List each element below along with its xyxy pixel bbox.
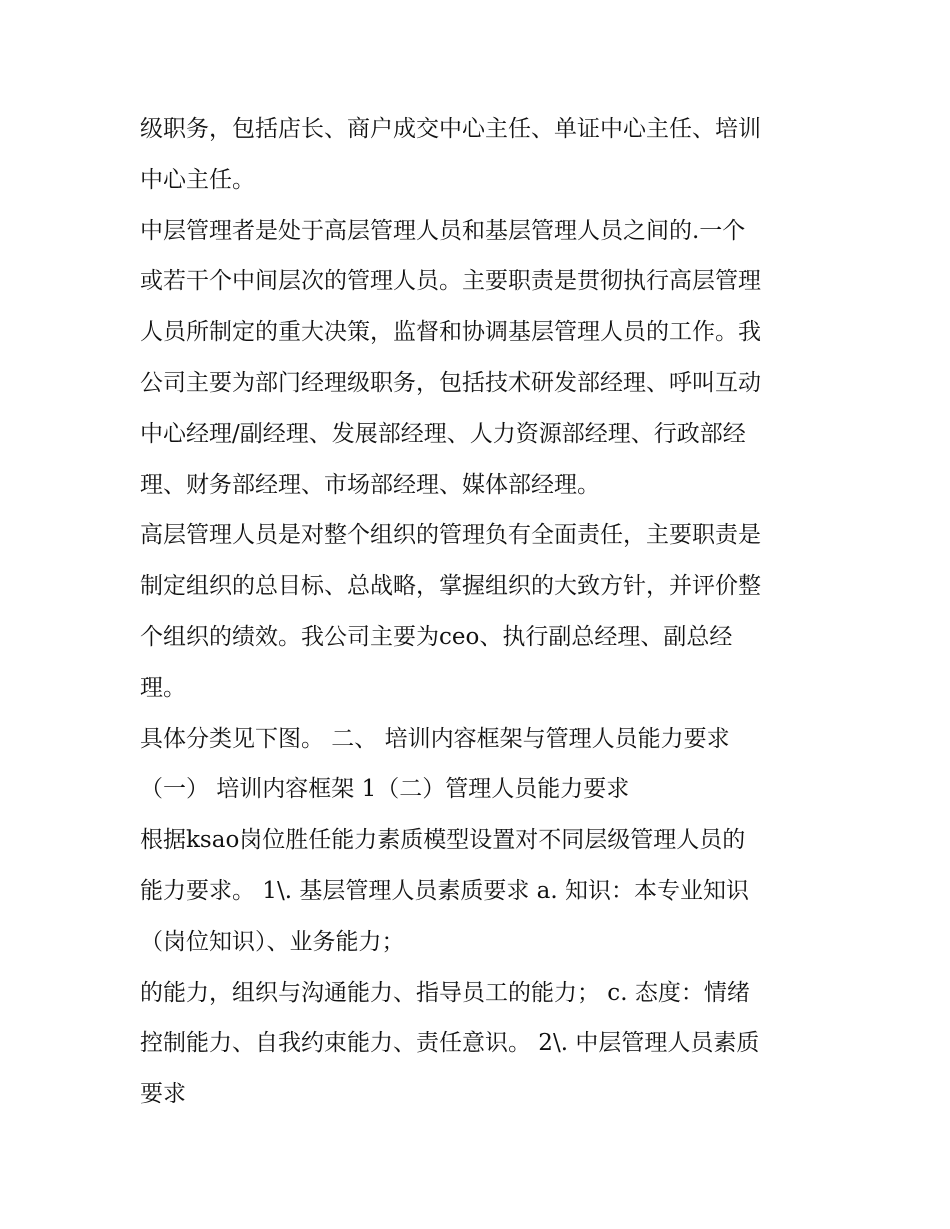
text-line-17: （岗位知识）、业务能力；	[140, 928, 405, 955]
document-body	[140, 104, 830, 1120]
text-line-5: 人员所制定的重大决策，监督和协调基层管理人员的工作。我	[140, 319, 761, 346]
text-line-3: 中层管理者是处于高层管理人员和基层管理人员之间的.一个	[140, 217, 746, 244]
text-line-9: 高层管理人员是对整个组织的管理负有全面责任，主要职责是	[140, 522, 761, 549]
text-line-8: 理、财务部经理、市场部经理、媒体部经理。	[140, 471, 600, 498]
text-line-16: 能力要求。 1\. 基层管理人员素质要求 a. 知识：本专业知识	[140, 877, 749, 904]
text-line-11: 个组织的绩效。我公司主要为ceo、执行副总经理、副总经	[140, 623, 733, 650]
text-line-4: 或若干个中间层次的管理人员。主要职责是贯彻执行高层管理	[140, 268, 761, 295]
text-line-6: 公司主要为部门经理级职务，包括技术研发部经理、呼叫互动	[140, 369, 761, 396]
text-line-19: 控制能力、自我约束能力、责任意识。 2\. 中层管理人员素质	[140, 1030, 760, 1057]
text-line-18: 的能力，组织与沟通能力、指导员工的能力； c. 态度：情绪	[140, 979, 750, 1006]
text-line-2: 中心主任。	[140, 166, 255, 193]
text-line-10: 制定组织的总目标、总战略，掌握组织的大致方针，并评价整	[140, 573, 761, 600]
text-line-12: 理。	[140, 674, 186, 701]
text-line-14: （一） 培训内容框架 1（二）管理人员能力要求	[140, 776, 630, 803]
text-line-20: 要求	[140, 1081, 186, 1108]
text-line-15: 根据ksao岗位胜任能力素质模型设置对不同层级管理人员的	[140, 827, 746, 854]
text-line-13: 具体分类见下图。 二、 培训内容框架与管理人员能力要求	[140, 725, 730, 752]
text-line-1: 级职务，包括店长、商户成交中心主任、单证中心主任、培训	[140, 116, 761, 142]
text-line-7: 中心经理/副经理、发展部经理、人力资源部经理、行政部经	[140, 420, 746, 447]
